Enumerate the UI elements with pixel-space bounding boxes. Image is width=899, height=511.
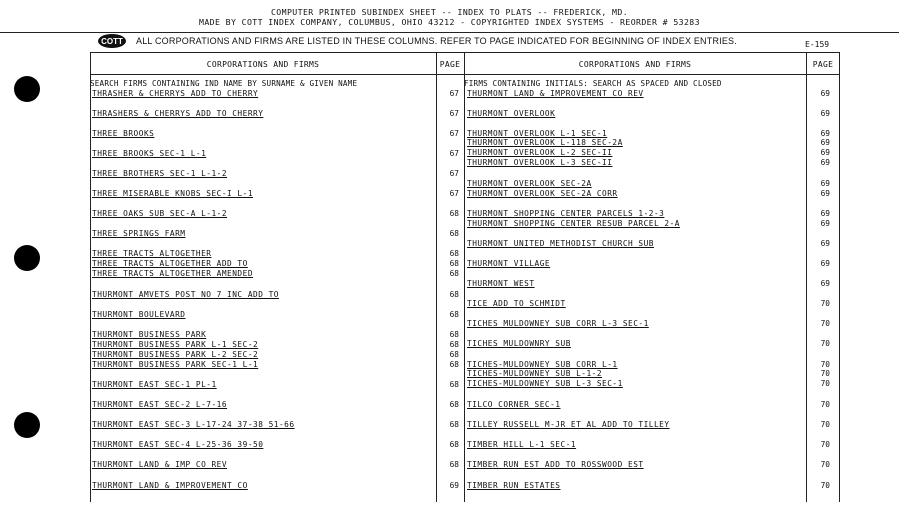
- index-entry-page: 68: [449, 249, 459, 258]
- index-entry-name: THURMONT OVERLOOK L-2 SEC-II: [467, 148, 613, 157]
- index-entry-page: 70: [820, 460, 830, 469]
- index-entry-page: 70: [820, 481, 830, 490]
- index-entry-name: THREE MISERABLE KNOBS SEC-I L-1: [92, 189, 254, 198]
- index-entry-page: 69: [820, 109, 830, 118]
- index-entry-name: TIMBER HILL L-1 SEC-1: [467, 440, 577, 449]
- index-entry-page: 68: [449, 340, 459, 349]
- index-entry-name: THURMONT VILLAGE: [467, 259, 551, 268]
- index-entry-name: THURMONT BUSINESS PARK SEC-1 L-1: [92, 360, 259, 369]
- index-entry-page: 70: [820, 339, 830, 348]
- instruction-text: ALL CORPORATIONS AND FIRMS ARE LISTED IN THESE COLUMNS. REFER TO PAGE INDICATED FOR BEGINNING OF INDEX ENTRIES.: [136, 36, 737, 46]
- binder-hole: [14, 245, 40, 271]
- index-entry-name: TIMBER RUN ESTATES: [467, 481, 561, 490]
- index-entry-name: TICHES-MULDOWNEY SUB L-1-2: [467, 369, 603, 378]
- index-entry-page: 69: [820, 89, 830, 98]
- binder-hole: [14, 412, 40, 438]
- index-entry-name: TICHES MULDOWNEY SUB CORR L-3 SEC-1: [467, 319, 649, 328]
- index-entry-page: 70: [820, 440, 830, 449]
- index-entry-name: TICE ADD TO SCHMIDT: [467, 299, 566, 308]
- index-entry-page: 69: [820, 209, 830, 218]
- right-column-heading: CORPORATIONS AND FIRMS: [578, 60, 692, 69]
- index-entry-name: THURMONT LAND & IMP CO REV: [92, 460, 228, 469]
- index-entry-name: THURMONT LAND & IMPROVEMENT CO: [92, 481, 248, 490]
- rule: [90, 74, 840, 75]
- index-entry-page: 68: [449, 360, 459, 369]
- index-entry-page: 69: [820, 259, 830, 268]
- rule: [90, 52, 840, 53]
- index-entry-name: THREE TRACTS ALTOGETHER ADD TO: [92, 259, 248, 268]
- column-divider: [90, 52, 91, 502]
- index-entry-name: THURMONT LAND & IMPROVEMENT CO REV: [467, 89, 644, 98]
- index-entry-name: TILCO CORNER SEC-1: [467, 400, 561, 409]
- index-entry-page: 70: [820, 379, 830, 388]
- index-entry-name: THURMONT BUSINESS PARK: [92, 330, 207, 339]
- left-column-heading: CORPORATIONS AND FIRMS: [206, 60, 320, 69]
- index-entry-page: 68: [449, 420, 459, 429]
- index-entry-page: 69: [820, 219, 830, 228]
- index-entry-page: 68: [449, 350, 459, 359]
- index-entry-page: 68: [449, 330, 459, 339]
- index-entry-name: TICHES-MULDOWNEY SUB CORR L-1: [467, 360, 618, 369]
- right-page-heading: PAGE: [812, 60, 834, 69]
- index-entry-page: 68: [449, 290, 459, 299]
- index-entry-page: 67: [449, 169, 459, 178]
- index-entry-name: THURMONT AMVETS POST NO 7 INC ADD TO: [92, 290, 279, 299]
- header-line-1: COMPUTER PRINTED SUBINDEX SHEET -- INDEX TO PLATS -- FREDERICK, MD.: [270, 7, 629, 17]
- left-search-note: SEARCH FIRMS CONTAINING IND NAME BY SURNAME & GIVEN NAME: [90, 79, 358, 88]
- index-entry-name: THURMONT SHOPPING CENTER RESUB PARCEL 2-A: [467, 219, 680, 228]
- index-entry-name: TICHES-MULDOWNEY SUB L-3 SEC-1: [467, 379, 623, 388]
- index-entry-page: 69: [820, 189, 830, 198]
- index-entry-name: THREE BROOKS SEC-1 L-1: [92, 149, 207, 158]
- index-entry-page: 70: [820, 400, 830, 409]
- index-entry-page: 69: [820, 179, 830, 188]
- index-entry-page: 70: [820, 299, 830, 308]
- index-entry-page: 67: [449, 109, 459, 118]
- index-entry-page: 68: [449, 380, 459, 389]
- index-entry-page: 68: [449, 310, 459, 319]
- right-search-note: FIRMS CONTAINING INITIALS: SEARCH AS SPACED AND CLOSED: [464, 79, 722, 88]
- index-entry-name: THURMONT OVERLOOK: [467, 109, 556, 118]
- index-entry-page: 70: [820, 369, 830, 378]
- index-entry-page: 69: [820, 158, 830, 167]
- index-entry-name: THURMONT OVERLOOK SEC-2A CORR: [467, 189, 618, 198]
- index-entry-name: THREE BROOKS: [92, 129, 155, 138]
- cott-logo: COTT: [98, 34, 126, 48]
- index-entry-page: 69: [820, 148, 830, 157]
- index-entry-name: THURMONT EAST SEC-1 PL-1: [92, 380, 217, 389]
- index-entry-page: 68: [449, 400, 459, 409]
- index-entry-page: 68: [449, 269, 459, 278]
- column-divider: [839, 52, 840, 502]
- index-entry-page: 67: [449, 89, 459, 98]
- index-entry-page: 70: [820, 319, 830, 328]
- index-entry-name: THURMONT EAST SEC-4 L-25-36 39-50: [92, 440, 264, 449]
- column-divider: [436, 52, 437, 502]
- index-entry-name: TICHES MULDOWNRY SUB: [467, 339, 571, 348]
- index-entry-page: 70: [820, 360, 830, 369]
- index-entry-page: 68: [449, 259, 459, 268]
- index-entry-name: THURMONT UNITED METHODIST CHURCH SUB: [467, 239, 654, 248]
- header-line-2: MADE BY COTT INDEX COMPANY, COLUMBUS, OHIO 43212 - COPYRIGHTED INDEX SYSTEMS - REORDER # 53283: [199, 17, 700, 27]
- index-entry-name: THURMONT OVERLOOK L-118 SEC-2A: [467, 138, 623, 147]
- index-entry-name: TILLEY RUSSELL M-JR ET AL ADD TO TILLEY: [467, 420, 670, 429]
- left-page-heading: PAGE: [439, 60, 461, 69]
- index-entry-page: 68: [449, 460, 459, 469]
- index-entry-page: 70: [820, 420, 830, 429]
- index-entry-name: THRASHER & CHERRYS ADD TO CHERRY: [92, 89, 259, 98]
- index-entry-name: THURMONT BOULEVARD: [92, 310, 186, 319]
- index-entry-page: 68: [449, 229, 459, 238]
- index-entry-page: 69: [820, 279, 830, 288]
- index-entry-name: THURMONT BUSINESS PARK L-1 SEC-2: [92, 340, 259, 349]
- index-entry-name: THURMONT EAST SEC-2 L-7-16: [92, 400, 228, 409]
- index-entry-name: THURMONT SHOPPING CENTER PARCELS 1-2-3: [467, 209, 665, 218]
- index-entry-name: THREE TRACTS ALTOGETHER AMENDED: [92, 269, 254, 278]
- index-entry-page: 69: [820, 239, 830, 248]
- index-entry-name: THREE SPRINGS FARM: [92, 229, 186, 238]
- index-entry-page: 67: [449, 189, 459, 198]
- index-entry-page: 67: [449, 149, 459, 158]
- index-entry-name: THURMONT EAST SEC-3 L-17-24 37-38 51-66: [92, 420, 295, 429]
- index-entry-name: THREE TRACTS ALTOGETHER: [92, 249, 212, 258]
- index-entry-name: TIMBER RUN EST ADD TO ROSSWOOD EST: [467, 460, 644, 469]
- index-entry-name: THREE BROTHERS SEC-1 L-1-2: [92, 169, 228, 178]
- index-entry-page: 67: [449, 129, 459, 138]
- index-entry-name: THURMONT WEST: [467, 279, 535, 288]
- index-entry-page: 69: [820, 129, 830, 138]
- index-entry-name: THURMONT OVERLOOK L-3 SEC-II: [467, 158, 613, 167]
- binder-hole: [14, 76, 40, 102]
- index-entry-name: THREE OAKS SUB SEC-A L-1-2: [92, 209, 228, 218]
- index-entry-page: 69: [820, 138, 830, 147]
- index-entry-name: THRASHERS & CHERRYS ADD TO CHERRY: [92, 109, 264, 118]
- index-entry-page: 68: [449, 209, 459, 218]
- index-entry-page: 68: [449, 440, 459, 449]
- rule: [0, 32, 899, 33]
- index-entry-page: 69: [449, 481, 459, 490]
- sheet-number: E-159: [805, 40, 830, 49]
- index-entry-name: THURMONT OVERLOOK L-1 SEC-1: [467, 129, 608, 138]
- index-entry-name: THURMONT BUSINESS PARK L-2 SEC-2: [92, 350, 259, 359]
- column-divider: [806, 52, 807, 502]
- index-entry-name: THURMONT OVERLOOK SEC-2A: [467, 179, 592, 188]
- column-divider: [464, 52, 465, 502]
